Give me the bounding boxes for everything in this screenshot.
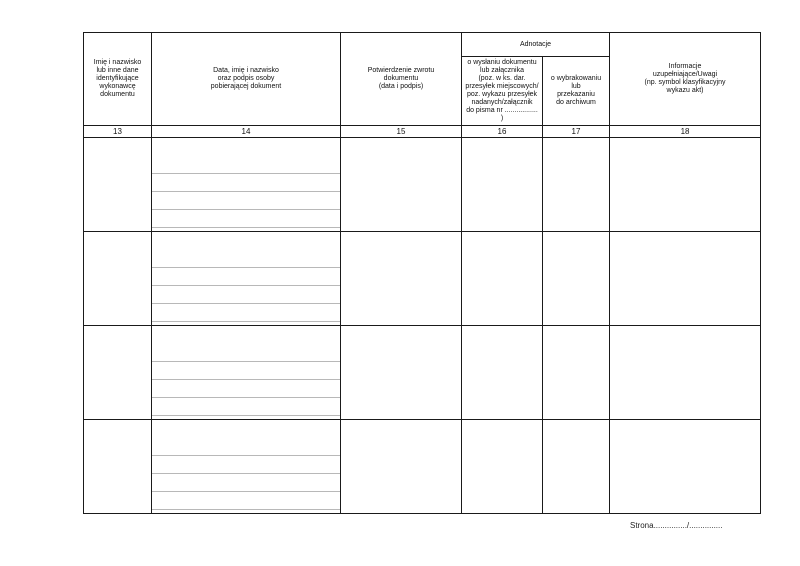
column-number: 13 [84, 126, 152, 138]
return-confirmation-cell[interactable] [341, 326, 462, 420]
dispatch-note-cell[interactable] [462, 232, 543, 326]
remarks-cell[interactable] [610, 326, 761, 420]
remarks-cell[interactable] [610, 138, 761, 232]
dispatch-note-cell[interactable] [462, 326, 543, 420]
dispatch-note-cell[interactable] [462, 420, 543, 514]
return-confirmation-cell[interactable] [341, 232, 462, 326]
remarks-cell[interactable] [610, 420, 761, 514]
column-13-header: Imię i nazwisko lub inne dane identyfikujące wykonawcę dokumentu [84, 33, 152, 126]
borrower-cell[interactable] [152, 232, 341, 326]
register-table [83, 32, 761, 514]
archive-note-cell[interactable] [543, 420, 610, 514]
column-17-header: o wybrakowaniu lub przekazaniu do archiwum [543, 57, 610, 126]
column-number: 18 [610, 126, 761, 138]
column-number: 15 [341, 126, 462, 138]
column-number-row [84, 126, 761, 138]
dispatch-note-cell[interactable] [462, 138, 543, 232]
executor-cell[interactable] [84, 326, 152, 420]
column-number: 16 [462, 126, 543, 138]
header-row-top [84, 33, 761, 57]
archive-note-cell[interactable] [543, 232, 610, 326]
column-16-header: o wysłaniu dokumentu lub załącznika (poz. w ks. dar. przesyłek miejscowych/ poz. wykazu przesyłek nadanych/załącznik do pisma nr ................. ) [462, 57, 543, 126]
remarks-cell[interactable] [610, 232, 761, 326]
borrower-cell[interactable] [152, 138, 341, 232]
column-15-header: Potwierdzenie zwrotu dokumentu (data i podpis) [341, 33, 462, 126]
column-14-header: Data, imię i nazwisko oraz podpis osoby pobierającej dokument [152, 33, 341, 126]
executor-cell[interactable] [84, 232, 152, 326]
column-number: 14 [152, 126, 341, 138]
return-confirmation-cell[interactable] [341, 138, 462, 232]
borrower-cell[interactable] [152, 326, 341, 420]
archive-note-cell[interactable] [543, 138, 610, 232]
column-number: 17 [543, 126, 610, 138]
column-18-header: Informacje uzupełniające/Uwagi (np. symbol klasyfikacyjny wykazu akt) [610, 33, 761, 126]
return-confirmation-cell[interactable] [341, 420, 462, 514]
table-row [84, 138, 761, 232]
executor-cell[interactable] [84, 420, 152, 514]
executor-cell[interactable] [84, 138, 152, 232]
table-row [84, 232, 761, 326]
borrower-cell[interactable] [152, 420, 341, 514]
adnotacje-header: Adnotacje [462, 33, 610, 57]
archive-note-cell[interactable] [543, 326, 610, 420]
table-row [84, 326, 761, 420]
table-row [84, 420, 761, 514]
page-number-label: Strona.............../............... [630, 521, 723, 530]
